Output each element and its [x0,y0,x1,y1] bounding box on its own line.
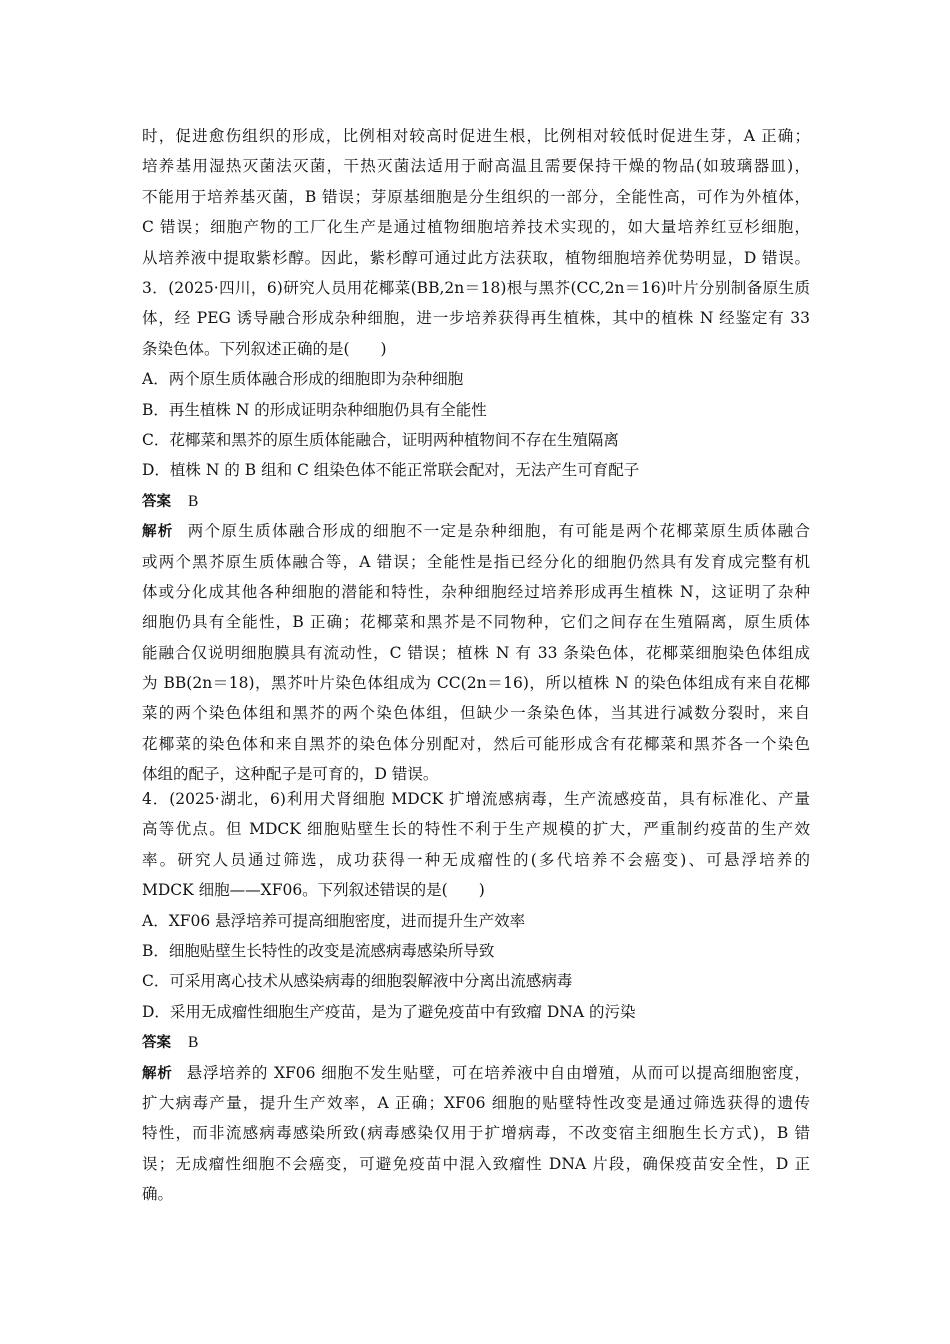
answer-row [142,1027,810,1057]
question-stem-line: 3．(2025·四川，6)研究人员用花椰菜(BB,2n＝18)根与黑芥(CC,2n＝16)叶片分别制备原生质 [142,279,810,297]
question-stem-line: 体，经 PEG 诱导融合形成杂种细胞，进一步培养获得再生植株，其中的植株 N 经鉴定有 33 [142,309,810,328]
option-d: D．植株 N 的 B 组和 C 组染色体不能正常联会配对，无法产生可育配子 [142,461,640,480]
explanation-line: 细胞仍具有全能性，B 正确；花椰菜和黑芥是不同物种，它们之间存在生殖隔离，原生质体 [142,613,810,632]
question-stem-line: 4．(2025·湖北，6)利用犬肾细胞 MDCK 扩增流感病毒，生产流感疫苗，具有标准化、产量 [142,790,810,808]
explanation-line: 特性，而非流感病毒感染所致(病毒感染仅用于扩增病毒，不改变宿主细胞生长方式)，B 错 [142,1124,810,1143]
answer-label: 答案 [142,1035,171,1052]
option-b: B．再生植株 N 的形成证明杂种细胞仍具有全能性 [142,400,487,419]
explanation-line: 体组的配子，这种配子是可育的，D 错误。 [142,765,439,784]
option-a: A．两个原生质体融合形成的细胞即为杂种细胞 [142,370,464,389]
question-stem-line: 高等优点。但 MDCK 细胞贴壁生长的特性不利于生产规模的扩大，严重制约疫苗的生产效 [142,820,810,839]
question-stem-line: 条染色体。下列叙述正确的是( ) [142,339,387,358]
explanation-line: 扩大病毒产量，提升生产效率，A 正确；XF06 细胞的贴壁特性改变是通过筛选获得的遗传 [142,1093,810,1112]
explanation-label: 解析 [142,1065,173,1082]
explanation-line: 或两个黑芥原生质体融合等，A 错误；全能性是指已经分化的细胞仍然具有发育成完整有机 [142,552,810,571]
question-4 [142,784,810,1209]
text-line: 培养基用湿热灭菌法灭菌，干热灭菌法适用于耐高温且需要保持干燥的物品(如玻璃器皿)， [142,157,810,176]
explanation-line: 为 BB(2n＝18)，黑芥叶片染色体组成为 CC(2n＝16)，所以植株 N 的染色体组成有来自花椰 [142,674,810,693]
question-stem-line: MDCK 细胞——XF06。下列叙述错误的是( ) [142,881,485,900]
explanation-text: 悬浮培养的 XF06 细胞不发生贴壁，可在培养液中自由增殖，从而可以提高细胞密度， [186,1063,810,1082]
answer-value: B [187,492,199,510]
option-d: D．采用无成瘤性细胞生产疫苗，是为了避免疫苗中有致瘤 DNA 的污染 [142,1002,636,1021]
explanation-line: 确。 [142,1185,174,1204]
explanation-line [142,516,810,546]
explanation-line: 能融合仅说明细胞膜具有流动性，C 错误；植株 N 有 33 条染色体，花椰菜细胞染色体组成 [142,643,810,662]
text-line: C 错误；细胞产物的工厂化生产是通过植物细胞培养技术实现的，如大量培养红豆杉细胞， [142,218,810,237]
explanation-line: 菜的两个染色体组和黑芥的两个染色体组，但缺少一条染色体，当其进行减数分裂时，来自 [142,704,810,723]
question-3 [142,273,810,790]
answer-label: 答案 [142,493,171,510]
text-line: 时，促进愈伤组织的形成，比例相对较高时促进生根，比例相对较低时促进生芽，A 正确； [142,127,810,145]
text-line: 从培养液中提取紫杉醇。因此，紫杉醇可通过此方法获取，植物细胞培养优势明显，D 错误。 [142,248,810,267]
answer-value: B [187,1034,199,1052]
explanation-text: 两个原生质体融合形成的细胞不一定是杂种细胞，有可能是两个花椰菜原生质体融合 [187,522,810,541]
explanation-label: 解析 [142,524,174,541]
explanation-line: 花椰菜的染色体和来自黑芥的染色体分别配对，然后可能形成含有花椰菜和黑芥各一个染色 [142,734,810,753]
option-c: C．可采用离心技术从感染病毒的细胞裂解液中分离出流感病毒 [142,972,573,991]
answer-row [142,486,810,516]
explanation-line: 体或分化成其他各种细胞的潜能和特性，杂种细胞经过培养形成再生植株 N，这证明了杂种 [142,582,810,601]
explanation-line [142,1058,810,1088]
option-c: C．花椰菜和黑芥的原生质体能融合，证明两种植物间不存在生殖隔离 [142,430,619,449]
option-b: B．细胞贴壁生长特性的改变是流感病毒感染所导致 [142,941,495,960]
explanation-line: 误；无成瘤性细胞不会癌变，可避免疫苗中混入致瘤性 DNA 片段，确保疫苗安全性，D 正 [142,1154,810,1173]
option-a: A．XF06 悬浮培养可提高细胞密度，进而提升生产效率 [142,911,526,930]
previous-explanation [142,121,810,273]
text-line: 不能用于培养基灭菌，B 错误；芽原基细胞是分生组织的一部分，全能性高，可作为外植体， [142,187,810,206]
question-stem-line: 率。研究人员通过筛选，成功获得一种无成瘤性的(多代培养不会癌变)、可悬浮培养的 [142,850,810,869]
